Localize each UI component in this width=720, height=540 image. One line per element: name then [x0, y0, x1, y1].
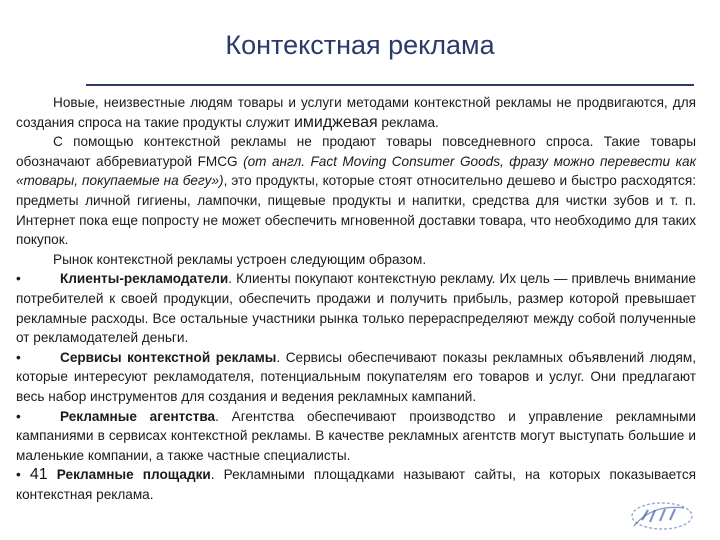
- slide-title: Контекстная реклама: [225, 30, 495, 60]
- bullet-term: Сервисы контекстной рекламы: [60, 349, 277, 365]
- bullet-text: . Агентства обеспечивают производство и управление рекламными кампаниями в сервисах контекстной рекламы. В качестве рекламных агентств могут выступать большие и маленькие компании, а также частные специалисты.: [16, 408, 696, 463]
- title-divider: [86, 84, 694, 86]
- bullet-mark: •: [16, 467, 21, 483]
- bullet-mark: •: [16, 408, 21, 424]
- p1-text-c: реклама.: [377, 114, 439, 130]
- bullet-platforms: [16, 465, 696, 504]
- bullet-text: . Клиенты покупают контекстную рекламу. Их цель — привлечь внимание потребителей к своей продукции, обеспечить продажи и получить прибыль, размер которой превышает рекламные расходы. Все остальные участники рынка только перераспределяют между собой полученные от рекламодателей деньги.: [16, 271, 696, 346]
- p2-text-a: С помощью контекстной рекламы не продают товары повседневного спроса. Такие товары обозначают аббревиатурой FMCG: [16, 134, 696, 169]
- p1-text-a: Новые, неизвестные людям товары и услуги методами контекстной рекламы не продвигаются, для создания спроса на такие продукты служит: [16, 95, 696, 130]
- paragraph-fmcg: [16, 132, 696, 250]
- bullet-services: [16, 348, 696, 407]
- bullet-advertisers: [16, 269, 696, 347]
- bullet-mark: •: [16, 271, 21, 287]
- bullet-mark: •: [16, 349, 21, 365]
- bullet-text: . Сервисы обеспечивают показы рекламных объявлений людям, которые интересуют рекламодателя, потенциальным покупателям его товаров и услуг. Они предлагают весь набор инструментов для создания и ведения рекламных кампаний.: [16, 349, 696, 404]
- bullet-term: Рекламные площадки: [56, 467, 211, 483]
- paragraph-market-structure: Рынок контекстной рекламы устроен следующим образом.: [53, 251, 427, 267]
- bullet-text: . Рекламными площадками называют сайты, на которых показывается контекстная реклама.: [16, 467, 696, 502]
- p2-italic-note: (от англ. Fact Moving Consumer Goods, фразу можно перевести как «товары, покупаемые на бегу»): [16, 153, 696, 189]
- university-logo: [622, 498, 696, 536]
- bullet-agencies: [16, 407, 696, 466]
- bullet-term: Клиенты-рекламодатели: [60, 271, 229, 287]
- slide-body: [16, 93, 696, 504]
- page-number: 41: [29, 466, 48, 484]
- p1-term: имиджевая: [293, 113, 378, 131]
- p2-text-c: , это продукты, которые стоят относительно дешево и быстро расходятся: предметы личной гигиены, лампочки, пищевые продукты и напитки, средства для чистки зубов и т. п. Интернет пока еще попросту не может обеспечить мгновенной доставки товара, что необходимо для таких покупок.: [16, 173, 696, 248]
- paragraph-image-ads: [16, 93, 696, 132]
- bullet-term: Рекламные агентства: [60, 408, 216, 424]
